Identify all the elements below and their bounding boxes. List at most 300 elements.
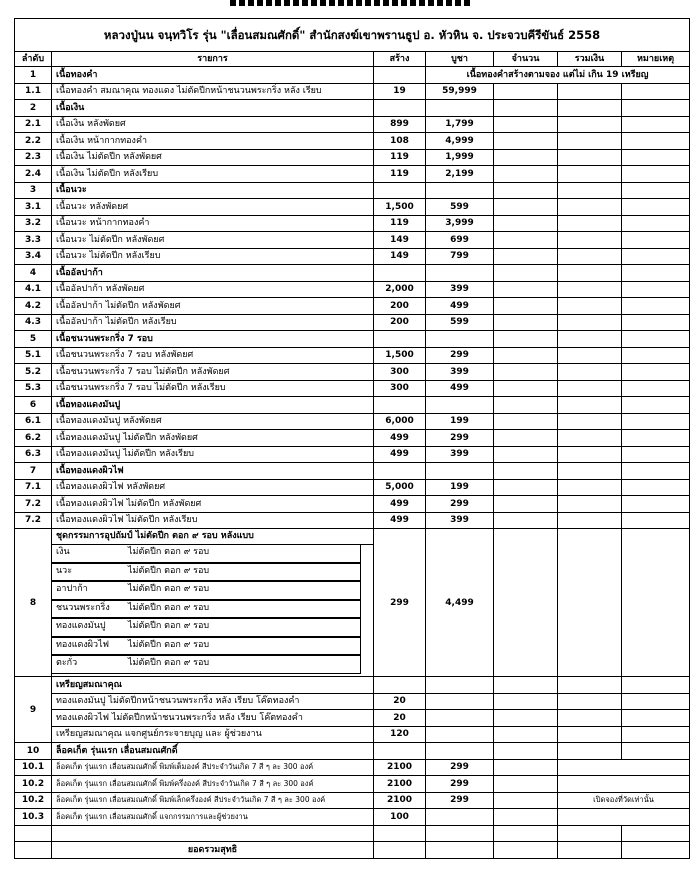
group-row bbox=[15, 100, 690, 117]
remark-cell: เปิดจองที่วัดเท่านั้น bbox=[558, 792, 690, 809]
remark-cell bbox=[622, 380, 690, 397]
sum-cell bbox=[558, 149, 622, 166]
table-row bbox=[15, 83, 690, 100]
qty-cell[interactable] bbox=[494, 512, 558, 529]
empty-cell bbox=[426, 825, 494, 842]
sum-cell bbox=[558, 446, 622, 463]
row-made: 300 bbox=[374, 364, 426, 381]
row-made: 300 bbox=[374, 380, 426, 397]
sum-cell bbox=[558, 380, 622, 397]
set8-item bbox=[52, 637, 361, 656]
remark-cell bbox=[622, 512, 690, 529]
row-no: 10.1 bbox=[15, 759, 52, 776]
row-price bbox=[426, 182, 494, 199]
row-no: 6.1 bbox=[15, 413, 52, 430]
qty-cell[interactable] bbox=[494, 298, 558, 315]
remark-cell bbox=[622, 116, 690, 133]
qty-cell[interactable] bbox=[494, 726, 558, 743]
set8-item-name: ทองแดงผิวไฟ bbox=[56, 639, 109, 650]
remark-cell bbox=[622, 446, 690, 463]
qty-cell[interactable] bbox=[494, 232, 558, 249]
empty-cell bbox=[374, 825, 426, 842]
row-no: 3.1 bbox=[15, 199, 52, 216]
row-price: 499 bbox=[426, 380, 494, 397]
remark-cell bbox=[622, 479, 690, 496]
qty-cell[interactable] bbox=[494, 413, 558, 430]
empty-cell bbox=[374, 842, 426, 859]
sum-cell bbox=[558, 726, 622, 743]
group-row bbox=[15, 67, 690, 84]
qty-cell[interactable] bbox=[494, 759, 558, 776]
qty-cell[interactable] bbox=[494, 149, 558, 166]
sum-cell bbox=[558, 496, 622, 513]
row-item: เนื้อทองแดงมันปู bbox=[52, 397, 374, 414]
sum-cell bbox=[558, 677, 622, 694]
row-item: เนื้อทองแดงมันปู หลังพัดยศ bbox=[52, 413, 374, 430]
row-item: ทองแดงมันปู ไม่ตัดปีกหน้าชนวนพระกริ่ง หลัง เรียบ โค๊ตทองคำ bbox=[52, 693, 374, 710]
qty-cell[interactable] bbox=[494, 364, 558, 381]
row-price bbox=[426, 809, 494, 826]
row-made bbox=[374, 397, 426, 414]
qty-cell[interactable] bbox=[494, 792, 558, 809]
header-made: สร้าง bbox=[374, 52, 426, 67]
qty-cell bbox=[494, 397, 558, 414]
remark-cell bbox=[622, 397, 690, 414]
set8-item-name: เงิน bbox=[56, 547, 70, 557]
row-no: 5 bbox=[15, 331, 52, 348]
row-item: เนื้อนวะ bbox=[52, 182, 374, 199]
sum-cell bbox=[558, 116, 622, 133]
table-row bbox=[15, 298, 690, 315]
empty-cell bbox=[494, 743, 558, 760]
row-no: 10.2 bbox=[15, 776, 52, 793]
empty-cell bbox=[52, 825, 374, 842]
row-price bbox=[426, 710, 494, 727]
total-row bbox=[15, 842, 690, 859]
qty-cell[interactable] bbox=[494, 529, 558, 677]
set8-item-name: นวะ bbox=[56, 565, 73, 576]
table-row bbox=[15, 149, 690, 166]
empty-cell bbox=[15, 825, 52, 842]
remark-cell bbox=[622, 529, 690, 677]
sum-cell bbox=[558, 133, 622, 150]
set8-item-detail: ไม่ตัดปีก ตอก ๙ รอบ bbox=[128, 602, 210, 613]
row-price: 4,999 bbox=[426, 133, 494, 150]
row-made: 899 bbox=[374, 116, 426, 133]
qty-cell[interactable] bbox=[494, 199, 558, 216]
order-form-table bbox=[14, 18, 690, 859]
group-row bbox=[15, 265, 690, 282]
row-item: เนื้อเงิน หลังพัดยศ bbox=[52, 116, 374, 133]
empty-cell bbox=[558, 743, 622, 760]
sum-cell bbox=[558, 314, 622, 331]
qty-cell[interactable] bbox=[494, 809, 558, 826]
grand-total-cell bbox=[558, 842, 622, 859]
remark-cell bbox=[622, 265, 690, 282]
set8-item bbox=[52, 655, 361, 674]
empty-cell bbox=[426, 743, 494, 760]
row-price: 59,999 bbox=[426, 83, 494, 100]
sum-cell bbox=[558, 265, 622, 282]
row-price: 299 bbox=[426, 496, 494, 513]
row-no: 2.1 bbox=[15, 116, 52, 133]
row-item: เนื้อนวะ หน้ากากทองคำ bbox=[52, 215, 374, 232]
row-no: 7 bbox=[15, 463, 52, 480]
sum-cell bbox=[558, 100, 622, 117]
set8-row bbox=[15, 529, 690, 677]
remark-cell bbox=[622, 100, 690, 117]
set8-item-detail: ไม่ตัดปีก ตอก ๙ รอบ bbox=[128, 658, 210, 668]
row-no: 4.2 bbox=[15, 298, 52, 315]
sum-cell bbox=[558, 215, 622, 232]
remark-cell bbox=[622, 413, 690, 430]
remark-cell bbox=[622, 232, 690, 249]
sum-cell bbox=[558, 83, 622, 100]
remark-cell bbox=[622, 710, 690, 727]
remark-cell bbox=[622, 182, 690, 199]
table-row bbox=[15, 116, 690, 133]
row-item: ล็อคเก็ต รุ่นแรก เลื่อนสมณศักดิ์ พิมพ์เล็กครึ่งองค์ สีประจำวันเกิด 7 สี ๆ ละ 300 องค์ bbox=[52, 792, 374, 809]
row-price: 2,199 bbox=[426, 166, 494, 183]
row-item: เหรียญสมณาคุณ แจกศูนย์กระจายบุญ และ ผู้ช่วยงาน bbox=[52, 726, 374, 743]
qty-cell[interactable] bbox=[494, 776, 558, 793]
row-made: 499 bbox=[374, 512, 426, 529]
row-no: 3.4 bbox=[15, 248, 52, 265]
row-no: 1.1 bbox=[15, 83, 52, 100]
remark-cell bbox=[622, 298, 690, 315]
qty-cell[interactable] bbox=[494, 281, 558, 298]
qty-cell bbox=[494, 182, 558, 199]
header-qty: จำนวน bbox=[494, 52, 558, 67]
group-row bbox=[15, 182, 690, 199]
empty-cell bbox=[374, 743, 426, 760]
row-no: 5.1 bbox=[15, 347, 52, 364]
row-made: 200 bbox=[374, 298, 426, 315]
row-no: 10 bbox=[15, 743, 52, 760]
row-price bbox=[426, 726, 494, 743]
row-item: เนื้อชนวนพระกริ่ง 7 รอบ ไม่ตัดปีก หลังพัดยศ bbox=[52, 364, 374, 381]
sum-cell bbox=[558, 529, 622, 677]
row-item: เนื้อทองแดงมันปู ไม่ตัดปีก หลังเรียบ bbox=[52, 446, 374, 463]
row-item: ล็อคเก็ต รุ่นแรก เลื่อนสมณศักดิ์ พิมพ์เต็มองค์ สีประจำวันเกิด 7 สี ๆ ละ 300 องค์ bbox=[52, 759, 374, 776]
table-row bbox=[15, 166, 690, 183]
table-row bbox=[15, 232, 690, 249]
row-price: 299 bbox=[426, 759, 494, 776]
sum-cell bbox=[558, 430, 622, 447]
set8-item-name: อาปาก้า bbox=[56, 584, 88, 594]
row-item: เนื้อนวะ ไม่ตัดปีก หลังพัดยศ bbox=[52, 232, 374, 249]
row-made bbox=[374, 265, 426, 282]
header-item: รายการ bbox=[52, 52, 374, 67]
table-row bbox=[15, 133, 690, 150]
row-item: เนื้ออัลปาก้า bbox=[52, 265, 374, 282]
sum-cell bbox=[558, 281, 622, 298]
row-item: เนื้อทองแดงมันปู ไม่ตัดปีก หลังพัดยศ bbox=[52, 430, 374, 447]
set8-made: 299 bbox=[374, 529, 426, 677]
set8-item bbox=[52, 618, 361, 637]
row-made: 499 bbox=[374, 496, 426, 513]
set8-heading: ชุดกรรมการอุปถัมป์ ไม่ตัดปีก ตอก ๙ รอบ หลังแบบ bbox=[56, 531, 254, 541]
row-no: 3.2 bbox=[15, 215, 52, 232]
table-row bbox=[15, 380, 690, 397]
row-made: 119 bbox=[374, 215, 426, 232]
table-row bbox=[15, 413, 690, 430]
set8-item-detail: ไม่ตัดปีก ตอก ๙ รอบ bbox=[128, 584, 210, 594]
row-no: 7.1 bbox=[15, 479, 52, 496]
sum-cell bbox=[558, 479, 622, 496]
remark-cell bbox=[622, 430, 690, 447]
row-made: 5,000 bbox=[374, 479, 426, 496]
row-item: เนื้อเงิน ไม่ตัดปีก หลังพัดยศ bbox=[52, 149, 374, 166]
row-no: 7.2 bbox=[15, 512, 52, 529]
row-price bbox=[426, 677, 494, 694]
group-row bbox=[15, 331, 690, 348]
sum-cell bbox=[558, 248, 622, 265]
row-made: 1,500 bbox=[374, 199, 426, 216]
table-row bbox=[15, 479, 690, 496]
row-price: 199 bbox=[426, 413, 494, 430]
row-item: เนื้อทองคำ bbox=[52, 67, 374, 84]
table-row bbox=[15, 776, 690, 793]
row-no: 6 bbox=[15, 397, 52, 414]
row-no: 8 bbox=[15, 529, 52, 677]
table-row bbox=[15, 809, 690, 826]
row-price: 599 bbox=[426, 314, 494, 331]
set8-item-detail: ไม่ตัดปีก ตอก ๙ รอบ bbox=[128, 565, 210, 576]
remark-cell bbox=[622, 199, 690, 216]
table-row bbox=[15, 446, 690, 463]
qty-cell[interactable] bbox=[494, 83, 558, 100]
empty-cell bbox=[622, 842, 690, 859]
qty-cell[interactable] bbox=[494, 496, 558, 513]
sum-cell bbox=[558, 413, 622, 430]
row-no: 9 bbox=[15, 677, 52, 743]
table-row bbox=[15, 710, 690, 727]
row-item: ทองแดงผิวไฟ ไม่ตัดปีกหน้าชนวนพระกริ่ง หลัง เรียบ โค๊ตทองคำ bbox=[52, 710, 374, 727]
sum-cell bbox=[558, 199, 622, 216]
sum-cell bbox=[558, 512, 622, 529]
row-made bbox=[374, 67, 426, 84]
remark-cell bbox=[622, 248, 690, 265]
set10-heading: ล็อคเก็ต รุ่นแรก เลื่อนสมณศักดิ์ bbox=[52, 743, 374, 760]
row-price bbox=[426, 331, 494, 348]
qty-cell[interactable] bbox=[494, 347, 558, 364]
qty-cell[interactable] bbox=[494, 215, 558, 232]
row-price: 399 bbox=[426, 281, 494, 298]
header-price: บูชา bbox=[426, 52, 494, 67]
row-no: 6.3 bbox=[15, 446, 52, 463]
row-no: 5.3 bbox=[15, 380, 52, 397]
row-price: 1,799 bbox=[426, 116, 494, 133]
row-made: 100 bbox=[374, 809, 426, 826]
set8-item-detail: ไม่ตัดปีก ตอก ๙ รอบ bbox=[128, 639, 210, 650]
set8-item-name: ชนวนพระกริ่ง bbox=[56, 602, 110, 613]
remark-cell bbox=[558, 776, 690, 793]
qty-cell[interactable] bbox=[494, 248, 558, 265]
remark-cell bbox=[622, 347, 690, 364]
row-made: 2100 bbox=[374, 792, 426, 809]
row-made bbox=[374, 331, 426, 348]
sum-cell bbox=[558, 364, 622, 381]
row-price: 799 bbox=[426, 248, 494, 265]
qty-cell bbox=[494, 463, 558, 480]
set8-item bbox=[52, 545, 361, 563]
set9-heading-row bbox=[15, 677, 690, 694]
set8-item-name: ตะกั่ว bbox=[56, 658, 78, 668]
row-price: 699 bbox=[426, 232, 494, 249]
remark-cell bbox=[622, 83, 690, 100]
empty-cell bbox=[15, 842, 52, 859]
row-no: 3.3 bbox=[15, 232, 52, 249]
row-price bbox=[426, 463, 494, 480]
gold-note: เนื้อทองคำสร้างตามจอง แต่ไม่ เกิน 19 เหรียญ bbox=[426, 67, 690, 84]
row-item: เนื้อทองแดงผิวไฟ ไม่ตัดปีก หลังเรียบ bbox=[52, 512, 374, 529]
sum-cell bbox=[558, 232, 622, 249]
qty-cell[interactable] bbox=[494, 314, 558, 331]
table-row bbox=[15, 726, 690, 743]
remark-cell bbox=[622, 364, 690, 381]
row-made: 200 bbox=[374, 314, 426, 331]
row-price: 1,999 bbox=[426, 149, 494, 166]
group-row bbox=[15, 463, 690, 480]
remark-cell bbox=[622, 693, 690, 710]
row-no: 4.1 bbox=[15, 281, 52, 298]
row-no: 7.2 bbox=[15, 496, 52, 513]
set8-item-detail: ไม่ตัดปีก ตอก ๙ รอบ bbox=[128, 547, 210, 557]
qty-cell[interactable] bbox=[494, 479, 558, 496]
row-no: 2 bbox=[15, 100, 52, 117]
empty-cell bbox=[622, 743, 690, 760]
remark-cell bbox=[622, 726, 690, 743]
sum-cell bbox=[558, 331, 622, 348]
row-made bbox=[374, 100, 426, 117]
qty-cell[interactable] bbox=[494, 710, 558, 727]
row-price: 399 bbox=[426, 446, 494, 463]
table-row bbox=[15, 281, 690, 298]
set8-item bbox=[52, 563, 361, 582]
qty-cell[interactable] bbox=[494, 380, 558, 397]
qty-cell[interactable] bbox=[494, 430, 558, 447]
table-row bbox=[15, 792, 690, 809]
row-made bbox=[374, 182, 426, 199]
table-row bbox=[15, 248, 690, 265]
row-no: 10.2 bbox=[15, 792, 52, 809]
row-made: 149 bbox=[374, 232, 426, 249]
row-item: เนื้ออัลปาก้า หลังพัดยศ bbox=[52, 281, 374, 298]
row-price: 599 bbox=[426, 199, 494, 216]
set8-list bbox=[52, 544, 373, 674]
row-no: 1 bbox=[15, 67, 52, 84]
qty-cell bbox=[494, 677, 558, 694]
row-price: 3,999 bbox=[426, 215, 494, 232]
sum-cell bbox=[558, 347, 622, 364]
row-price bbox=[426, 100, 494, 117]
remark-cell bbox=[622, 677, 690, 694]
row-made: 499 bbox=[374, 430, 426, 447]
qty-cell[interactable] bbox=[494, 693, 558, 710]
row-made: 108 bbox=[374, 133, 426, 150]
empty-cell bbox=[426, 842, 494, 859]
blank-row bbox=[15, 825, 690, 842]
table-row bbox=[15, 347, 690, 364]
row-price: 299 bbox=[426, 792, 494, 809]
row-item: เนื้อนวะ หลังพัดยศ bbox=[52, 199, 374, 216]
row-made: 6,000 bbox=[374, 413, 426, 430]
row-made: 2100 bbox=[374, 776, 426, 793]
row-made: 119 bbox=[374, 166, 426, 183]
row-made: 20 bbox=[374, 710, 426, 727]
row-item: เนื้อชนวนพระกริ่ง 7 รอบ bbox=[52, 331, 374, 348]
remark-cell bbox=[622, 215, 690, 232]
row-no: 2.2 bbox=[15, 133, 52, 150]
qty-cell bbox=[494, 331, 558, 348]
row-no: 2.3 bbox=[15, 149, 52, 166]
row-price: 399 bbox=[426, 364, 494, 381]
empty-cell bbox=[622, 825, 690, 842]
header-row bbox=[15, 52, 690, 67]
qty-cell[interactable] bbox=[494, 116, 558, 133]
row-made: 149 bbox=[374, 248, 426, 265]
remark-cell bbox=[622, 133, 690, 150]
qty-cell[interactable] bbox=[494, 166, 558, 183]
sum-cell bbox=[558, 710, 622, 727]
row-price: 299 bbox=[426, 430, 494, 447]
table-row bbox=[15, 215, 690, 232]
remark-cell bbox=[622, 149, 690, 166]
set8-item-name: ทองแดงมันปู bbox=[56, 621, 106, 631]
row-made bbox=[374, 463, 426, 480]
qty-cell[interactable] bbox=[494, 446, 558, 463]
set8-item bbox=[52, 581, 361, 600]
row-price: 299 bbox=[426, 776, 494, 793]
row-item: เนื้อเงิน bbox=[52, 100, 374, 117]
row-item: เนื้ออัลปาก้า ไม่ตัดปีก หลังเรียบ bbox=[52, 314, 374, 331]
row-price: 499 bbox=[426, 298, 494, 315]
table-row bbox=[15, 364, 690, 381]
table-body bbox=[15, 67, 690, 859]
remark-cell bbox=[622, 496, 690, 513]
row-made: 20 bbox=[374, 693, 426, 710]
set9-heading: เหรียญสมณาคุณ bbox=[52, 677, 374, 694]
sum-cell bbox=[558, 182, 622, 199]
row-item: เนื้อทองคำ สมณาคุณ ทองแดง ไม่ตัดปีกหน้าชนวนพระกริ่ง หลัง เรียบ bbox=[52, 83, 374, 100]
qty-cell[interactable] bbox=[494, 133, 558, 150]
row-item: เนื้อทองแดงผิวไฟ หลังพัดยศ bbox=[52, 479, 374, 496]
table-row bbox=[15, 693, 690, 710]
row-no: 4.3 bbox=[15, 314, 52, 331]
table-row bbox=[15, 430, 690, 447]
row-price bbox=[426, 693, 494, 710]
group-row bbox=[15, 743, 690, 760]
qty-cell bbox=[494, 100, 558, 117]
row-item: เนื้อชนวนพระกริ่ง 7 รอบ ไม่ตัดปีก หลังเรียบ bbox=[52, 380, 374, 397]
row-item: เนื้อเงิน หน้ากากทองคำ bbox=[52, 133, 374, 150]
set8-item-detail: ไม่ตัดปีก ตอก ๙ รอบ bbox=[128, 621, 210, 631]
row-made: 499 bbox=[374, 446, 426, 463]
total-label: ยอดรวมสุทธิ bbox=[52, 842, 374, 859]
header-sum: รวมเงิน bbox=[558, 52, 622, 67]
qty-cell bbox=[494, 265, 558, 282]
row-price bbox=[426, 397, 494, 414]
row-item: เนื้ออัลปาก้า ไม่ตัดปีก หลังพัดยศ bbox=[52, 298, 374, 315]
remark-cell bbox=[622, 281, 690, 298]
row-made: 120 bbox=[374, 726, 426, 743]
row-price: 399 bbox=[426, 512, 494, 529]
top-cropped-band bbox=[230, 0, 470, 6]
remark-cell bbox=[622, 463, 690, 480]
table-row bbox=[15, 496, 690, 513]
row-no: 5.2 bbox=[15, 364, 52, 381]
